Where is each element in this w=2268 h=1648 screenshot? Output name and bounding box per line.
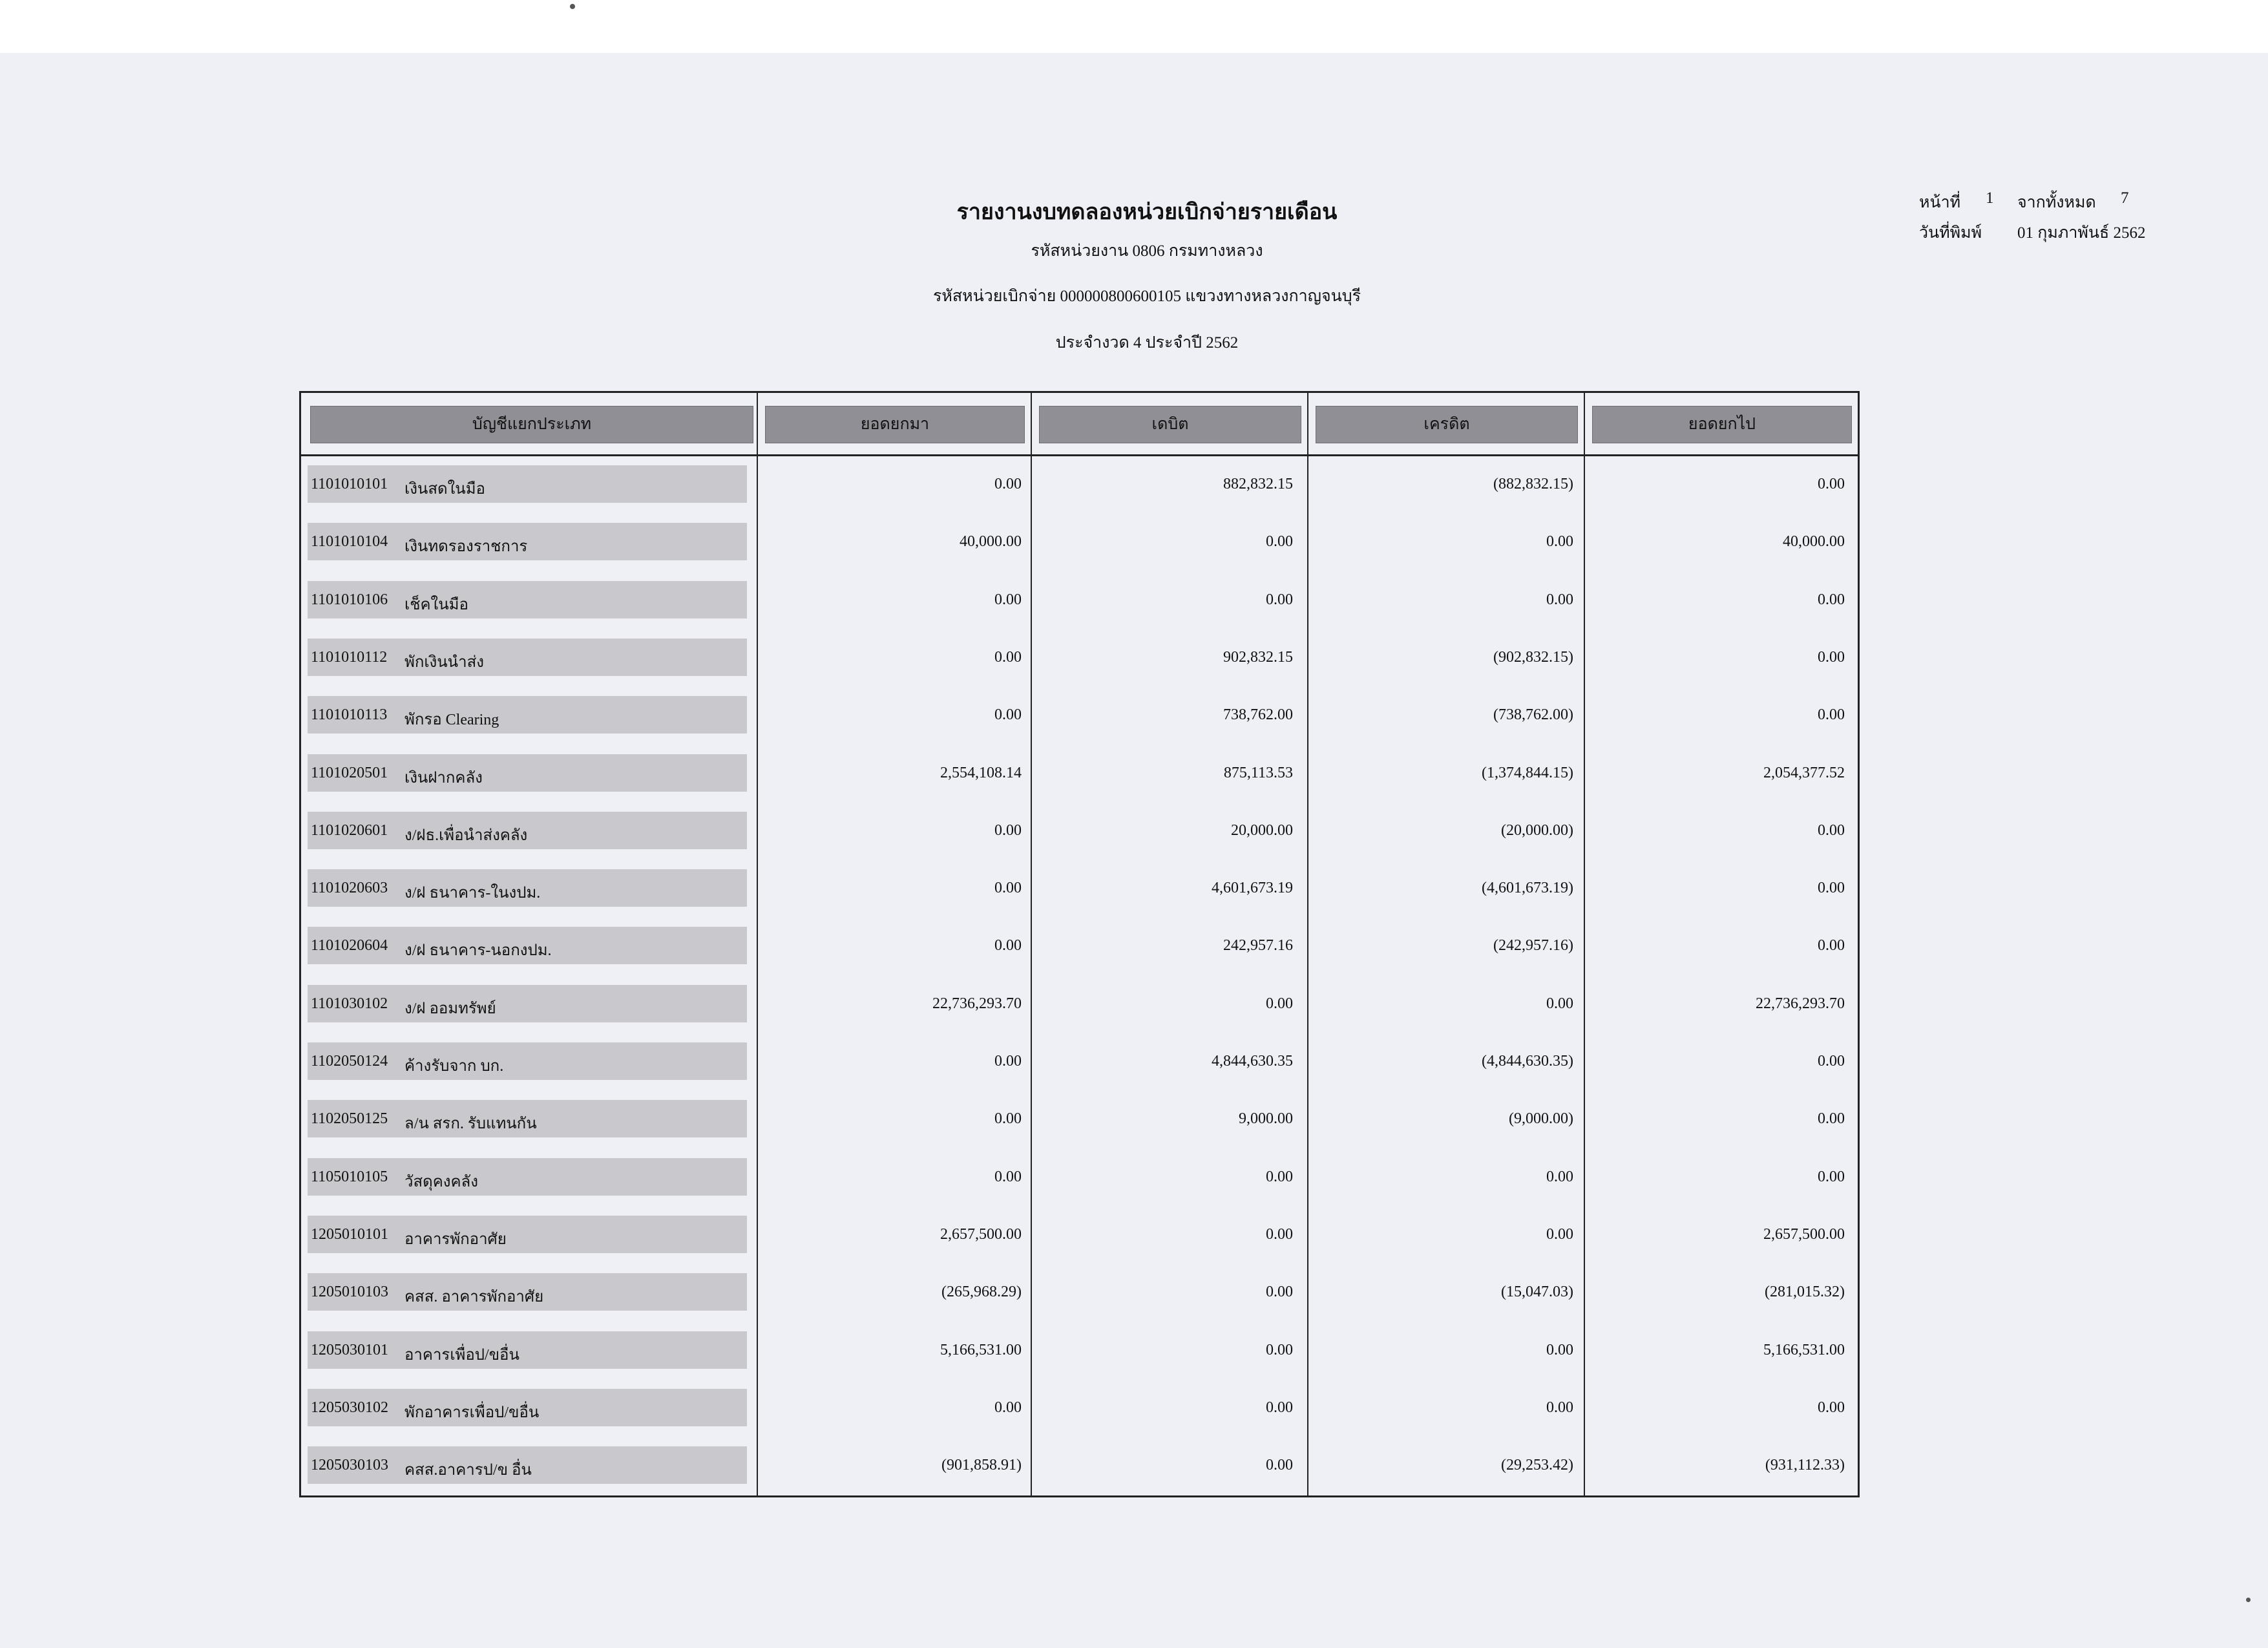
account-name: เงินฝากคลัง — [404, 770, 483, 787]
table-row — [301, 1042, 1858, 1081]
account-name: เงินสดในมือ — [404, 481, 485, 498]
opening-balance: 0.00 — [994, 937, 1022, 954]
opening-balance: 0.00 — [994, 880, 1022, 896]
total-pages: 7 — [2121, 189, 2129, 207]
table-row — [301, 869, 1858, 908]
credit-amount: (4,601,673.19) — [1482, 880, 1573, 896]
account-name: ง/ฝ ออมทรัพย์ — [404, 1000, 496, 1017]
table-row — [301, 639, 1858, 677]
opening-balance: 2,657,500.00 — [940, 1226, 1022, 1243]
credit-amount: (242,957.16) — [1493, 937, 1573, 954]
table-row — [301, 1389, 1858, 1428]
account-code: 1101010101 — [311, 476, 388, 492]
account-code: 1102050125 — [311, 1110, 388, 1127]
opening-balance: 0.00 — [994, 1399, 1022, 1416]
credit-amount: (29,253.42) — [1501, 1457, 1573, 1474]
account-code: 1101020501 — [311, 765, 388, 781]
report-period: ประจำงวด 4 ประจำปี 2562 — [1055, 334, 1239, 352]
debit-amount: 0.00 — [1266, 1457, 1293, 1474]
header-divider — [301, 454, 1858, 456]
print-date-label: วันที่พิมพ์ — [1919, 224, 1982, 242]
credit-amount: (1,374,844.15) — [1482, 765, 1573, 781]
trial-balance-table — [299, 391, 1860, 1497]
account-code: 1205010101 — [311, 1226, 388, 1243]
column-header-account: บัญชีแยกประเภท — [310, 406, 753, 443]
opening-balance: 0.00 — [994, 476, 1022, 492]
opening-balance: 22,736,293.70 — [932, 995, 1022, 1012]
table-row — [301, 927, 1858, 966]
closing-balance: 0.00 — [1818, 1399, 1845, 1416]
closing-balance: (931,112.33) — [1765, 1457, 1845, 1474]
total-pages-label: จากทั้งหมด — [2017, 194, 2096, 211]
account-name: ง/ฝธ.เพื่อนำส่งคลัง — [404, 827, 528, 844]
closing-balance: 5,166,531.00 — [1763, 1342, 1845, 1358]
column-header-credit: เครดิต — [1316, 406, 1578, 443]
debit-amount: 0.00 — [1266, 1226, 1293, 1243]
credit-amount: (738,762.00) — [1493, 706, 1573, 723]
column-header-closing: ยอดยกไป — [1592, 406, 1852, 443]
table-row — [301, 1216, 1858, 1254]
table-row — [301, 523, 1858, 562]
debit-amount: 0.00 — [1266, 1342, 1293, 1358]
table-row — [301, 1446, 1858, 1485]
debit-amount: 0.00 — [1266, 1168, 1293, 1185]
debit-amount: 0.00 — [1266, 995, 1293, 1012]
credit-amount: (4,844,630.35) — [1482, 1053, 1573, 1070]
closing-balance: 0.00 — [1818, 1110, 1845, 1127]
account-code: 1205030102 — [311, 1399, 388, 1416]
account-name: ง/ฝ ธนาคาร-นอกงปม. — [404, 942, 552, 959]
debit-amount: 9,000.00 — [1239, 1110, 1293, 1127]
closing-balance: 0.00 — [1818, 591, 1845, 608]
debit-amount: 20,000.00 — [1231, 822, 1293, 839]
credit-amount: (15,047.03) — [1501, 1284, 1573, 1300]
scan-speck — [570, 4, 575, 9]
scan-speck — [2246, 1598, 2251, 1602]
account-name: คสส.อาคารป/ข อื่น — [404, 1462, 532, 1479]
closing-balance: 0.00 — [1818, 706, 1845, 723]
closing-balance: 0.00 — [1818, 1168, 1845, 1185]
credit-amount: 0.00 — [1546, 533, 1573, 550]
account-code: 1101010112 — [311, 649, 388, 666]
account-name: เงินทดรองราชการ — [404, 538, 528, 555]
print-date: 01 กุมภาพันธ์ 2562 — [2017, 224, 2146, 242]
table-row — [301, 1158, 1858, 1197]
opening-balance: (901,858.91) — [941, 1457, 1022, 1474]
closing-balance: 0.00 — [1818, 880, 1845, 896]
debit-amount: 875,113.53 — [1223, 765, 1293, 781]
account-code: 1105010105 — [311, 1168, 388, 1185]
debit-amount: 0.00 — [1266, 1284, 1293, 1300]
table-row — [301, 465, 1858, 504]
account-code: 1101020601 — [311, 822, 388, 839]
account-name: ค้างรับจาก บก. — [404, 1058, 504, 1075]
account-name: พักเงินนำส่ง — [404, 654, 484, 671]
debit-amount: 882,832.15 — [1223, 476, 1293, 492]
credit-amount: 0.00 — [1546, 1226, 1573, 1243]
account-code: 1101030102 — [311, 995, 388, 1012]
debit-amount: 0.00 — [1266, 533, 1293, 550]
table-row — [301, 581, 1858, 620]
credit-amount: 0.00 — [1546, 1168, 1573, 1185]
opening-balance: (265,968.29) — [941, 1284, 1022, 1300]
table-row — [301, 1273, 1858, 1312]
account-code: 1101020604 — [311, 937, 388, 954]
credit-amount: 0.00 — [1546, 1342, 1573, 1358]
closing-balance: 0.00 — [1818, 937, 1845, 954]
account-name: คสส. อาคารพักอาศัย — [404, 1289, 544, 1305]
account-name: ล/น สรก. รับแทนกัน — [404, 1115, 537, 1132]
opening-balance: 2,554,108.14 — [940, 765, 1022, 781]
opening-balance: 0.00 — [994, 591, 1022, 608]
disbursement-unit: รหัสหน่วยเบิกจ่าย 000000800600105 แขวงทางหลวงกาญจนบุรี — [932, 288, 1361, 305]
account-code: 1101010106 — [311, 591, 388, 608]
account-code: 1101010113 — [311, 706, 388, 723]
debit-amount: 902,832.15 — [1223, 649, 1293, 666]
report-title: รายงานงบทดลองหน่วยเบิกจ่ายรายเดือน — [956, 200, 1338, 224]
debit-amount: 242,957.16 — [1223, 937, 1293, 954]
account-code: 1102050124 — [311, 1053, 388, 1070]
account-name: อาคารพักอาศัย — [404, 1231, 507, 1248]
account-name: เช็คในมือ — [404, 597, 468, 613]
closing-balance: 22,736,293.70 — [1756, 995, 1845, 1012]
account-name: พักรอ Clearing — [404, 712, 499, 728]
account-name: ง/ฝ ธนาคาร-ในงปม. — [404, 885, 541, 902]
column-header-opening: ยอดยกมา — [765, 406, 1025, 443]
opening-balance: 0.00 — [994, 1110, 1022, 1127]
account-name: อาคารเพื่อป/ขอื่น — [404, 1347, 520, 1364]
debit-amount: 0.00 — [1266, 1399, 1293, 1416]
account-name: พักอาคารเพื่อป/ขอื่น — [404, 1404, 540, 1421]
credit-amount: (882,832.15) — [1493, 476, 1573, 492]
debit-amount: 4,844,630.35 — [1212, 1053, 1293, 1070]
page-label: หน้าที่ — [1919, 194, 1961, 211]
opening-balance: 0.00 — [994, 1168, 1022, 1185]
debit-amount: 0.00 — [1266, 591, 1293, 608]
account-code: 1101020603 — [311, 880, 388, 896]
credit-amount: 0.00 — [1546, 995, 1573, 1012]
closing-balance: 0.00 — [1818, 649, 1845, 666]
column-header-debit: เดบิต — [1039, 406, 1301, 443]
page-number: 1 — [1986, 189, 1994, 207]
table-row — [301, 754, 1858, 793]
opening-balance: 5,166,531.00 — [940, 1342, 1022, 1358]
table-row — [301, 1331, 1858, 1370]
opening-balance: 0.00 — [994, 822, 1022, 839]
agency-code: รหัสหน่วยงาน 0806 กรมทางหลวง — [1031, 242, 1263, 260]
table-row — [301, 985, 1858, 1024]
credit-amount: 0.00 — [1546, 1399, 1573, 1416]
account-code: 1205030103 — [311, 1457, 388, 1474]
table-row — [301, 1100, 1858, 1139]
opening-balance: 0.00 — [994, 706, 1022, 723]
opening-balance: 0.00 — [994, 1053, 1022, 1070]
credit-amount: (9,000.00) — [1509, 1110, 1573, 1127]
closing-balance: 2,657,500.00 — [1763, 1226, 1845, 1243]
closing-balance: (281,015.32) — [1765, 1284, 1845, 1300]
debit-amount: 4,601,673.19 — [1212, 880, 1293, 896]
closing-balance: 0.00 — [1818, 1053, 1845, 1070]
account-code: 1101010104 — [311, 533, 388, 550]
debit-amount: 738,762.00 — [1223, 706, 1293, 723]
closing-balance: 0.00 — [1818, 822, 1845, 839]
account-code: 1205010103 — [311, 1284, 388, 1300]
table-row — [301, 812, 1858, 850]
account-name: วัสดุคงคลัง — [404, 1174, 478, 1190]
closing-balance: 0.00 — [1818, 476, 1845, 492]
closing-balance: 2,054,377.52 — [1763, 765, 1845, 781]
opening-balance: 40,000.00 — [960, 533, 1022, 550]
opening-balance: 0.00 — [994, 649, 1022, 666]
credit-amount: 0.00 — [1546, 591, 1573, 608]
closing-balance: 40,000.00 — [1783, 533, 1845, 550]
credit-amount: (20,000.00) — [1501, 822, 1573, 839]
table-row — [301, 696, 1858, 735]
account-code: 1205030101 — [311, 1342, 388, 1358]
credit-amount: (902,832.15) — [1493, 649, 1573, 666]
